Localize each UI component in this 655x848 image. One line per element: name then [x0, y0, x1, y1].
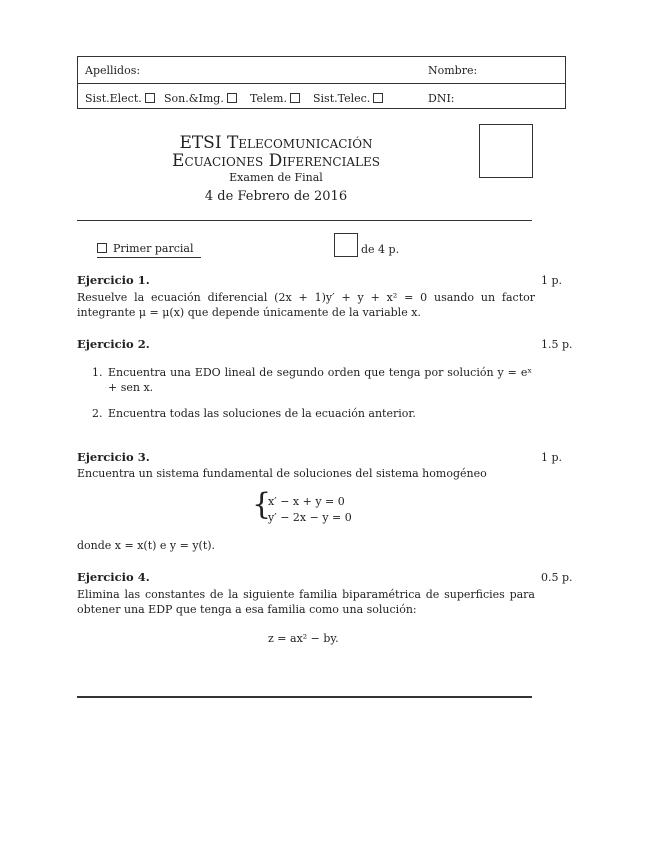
brace-icon: { [252, 487, 272, 522]
item-text: Encuentra una EDO lineal de segundo orden que tenga por solución y = eˣ + sen x. [108, 366, 532, 394]
sist-telec-label: Sist.Telec. [313, 92, 371, 105]
exercise-1-title: Ejercicio 1. [77, 273, 150, 287]
checkbox-icon[interactable] [97, 243, 107, 253]
son-img-label: Son.&Img. [164, 92, 224, 105]
system-eq-2: y′ − 2x − y = 0 [268, 511, 352, 524]
system-eq-1: x′ − x + y = 0 [268, 495, 345, 508]
telem-label: Telem. [250, 92, 287, 105]
exercise-2-points: 1.5 p. [541, 338, 573, 351]
exercise-4-formula: z = ax² − by. [268, 632, 339, 645]
checkbox-icon[interactable] [373, 93, 383, 103]
school-title: ETSI Telecomunicación [179, 133, 373, 153]
telem-option[interactable] [250, 92, 300, 105]
exercise-2-title: Ejercicio 2. [77, 337, 150, 351]
checkbox-icon[interactable] [145, 93, 155, 103]
exercise-3-note: donde x = x(t) e y = y(t). [77, 539, 216, 552]
item-number: 1. [92, 366, 103, 379]
exercise-4-text: Elimina las constantes de la siguiente familia biparamétrica de superficies para obtener una EDP que tenga a esa familia como una solución: [77, 588, 535, 616]
student-info-box [77, 56, 566, 109]
bottom-rule [77, 696, 532, 698]
nombre-label: Nombre: [428, 64, 478, 77]
course-title: Ecuaciones Diferenciales [172, 151, 380, 171]
exercise-3-title: Ejercicio 3. [77, 450, 150, 464]
exam-type: Examen de Final [229, 171, 323, 184]
dni-label: DNI: [428, 92, 455, 105]
exercise-2-item-1 [92, 365, 532, 395]
grade-box[interactable] [479, 124, 533, 178]
exercise-2-item-2 [92, 406, 532, 421]
apellidos-label: Apellidos: [85, 64, 141, 77]
exercise-4-points: 0.5 p. [541, 571, 573, 584]
son-img-option[interactable] [164, 92, 237, 105]
primer-parcial-label: Primer parcial [113, 242, 194, 255]
box-divider [78, 83, 565, 84]
sist-elect-label: Sist.Elect. [85, 92, 142, 105]
sist-telec-option[interactable] [313, 92, 383, 105]
primer-parcial-option[interactable] [97, 242, 201, 258]
exercise-1-text: Resuelve la ecuación diferencial (2x + 1)y′ + y + x² = 0 usando un factor integrante μ = μ(x) que depende únicamente de la variable x. [77, 291, 535, 319]
checkbox-icon[interactable] [227, 93, 237, 103]
sist-elect-option[interactable] [85, 92, 155, 105]
exercise-4-title: Ejercicio 4. [77, 570, 150, 584]
exercise-3-points: 1 p. [541, 451, 563, 464]
exercise-1-points: 1 p. [541, 274, 563, 287]
partial-score-suffix: de 4 p. [361, 243, 400, 256]
title-rule [77, 220, 532, 221]
checkbox-icon[interactable] [290, 93, 300, 103]
exercise-3-text: Encuentra un sistema fundamental de soluciones del sistema homogéneo [77, 467, 487, 480]
partial-score-box[interactable] [334, 233, 358, 257]
item-text: Encuentra todas las soluciones de la ecuación anterior. [108, 407, 416, 420]
item-number: 2. [92, 407, 103, 420]
exam-date: 4 de Febrero de 2016 [204, 189, 348, 204]
